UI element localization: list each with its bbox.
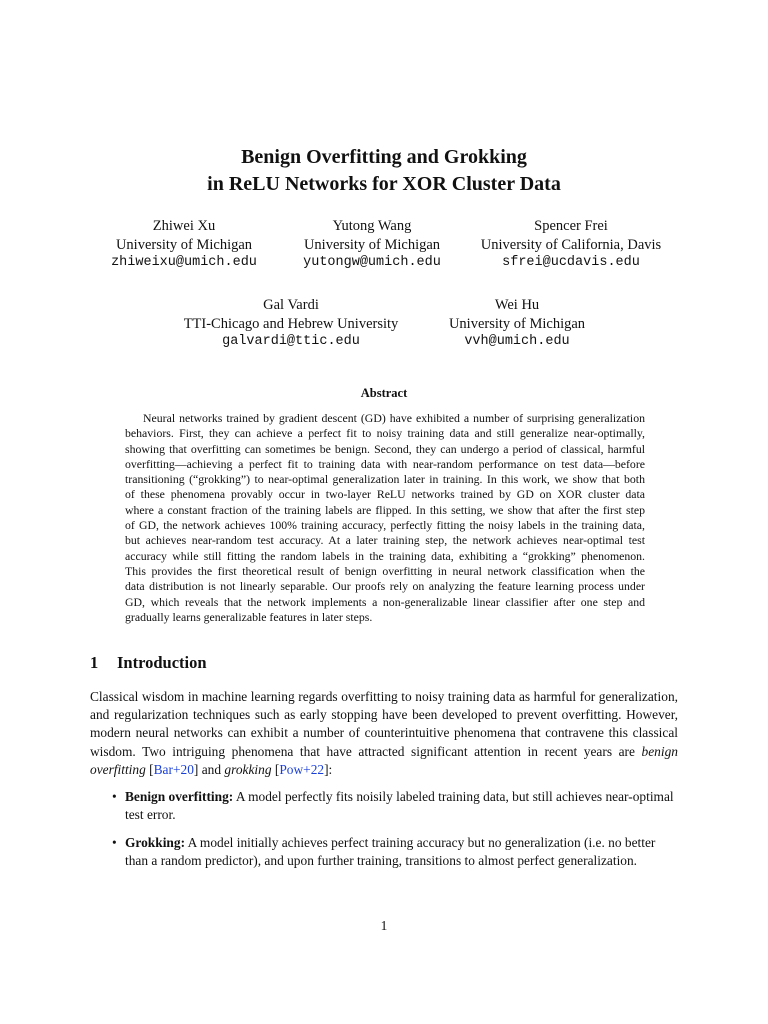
paper-title — [0, 144, 768, 198]
abstract-line: where a constant fraction of the training labels are flipped. In this setting, we show that after the first step — [125, 502, 645, 517]
section-title: Introduction — [117, 653, 207, 672]
intro-paragraph — [90, 688, 678, 779]
abstract-line: of these phenomena provably occur in two-layer ReLU networks trained by GD on XOR cluster data — [125, 487, 645, 502]
bullet-term: Benign overfitting: — [125, 789, 234, 804]
abstract-line: overfitting—achieving a perfect fit to training data with near-random performance on test data—before — [125, 456, 645, 471]
paragraph-line — [90, 743, 678, 761]
paragraph-line: modern neural networks can exhibit a number of counterintuitive phenomena that contravene this classical — [90, 725, 678, 741]
author-name: Yutong Wang — [332, 218, 412, 234]
citation-link-bar20[interactable]: Bar+20 — [153, 761, 194, 777]
page-number: 1 — [380, 918, 388, 933]
bullet-term: Grokking: — [125, 835, 186, 850]
abstract-line: but achieves near-random test accuracy. At a later training step, the network achieves near-optimal test — [125, 533, 645, 548]
author-affiliation: University of Michigan — [303, 236, 441, 253]
author-name: Gal Vardi — [263, 297, 319, 313]
author-email: galvardi@ttic.edu — [222, 334, 360, 349]
author-name: Wei Hu — [494, 297, 540, 313]
abstract-line: gradually learns generalizable features in later steps. — [125, 609, 373, 624]
bullet-text: A model perfectly fits noisily labeled training data, but still achieves near-optimal — [235, 789, 674, 804]
list-item-line — [125, 834, 678, 852]
abstract-body — [125, 411, 645, 625]
paragraph-text: and — [201, 761, 222, 777]
list-item-text — [125, 834, 678, 870]
title-line-2: in ReLU Networks for XOR Cluster Data — [207, 173, 561, 195]
author-affiliation: TTI-Chicago and Hebrew University — [183, 315, 399, 332]
abstract-line: showing that overfitting can sometimes be benign. Second, they can undergo a period of classical, harmful — [125, 441, 645, 456]
author-affiliation: University of Michigan — [448, 315, 586, 332]
abstract-heading: Abstract — [360, 386, 408, 400]
abstract-line: GD, which reveals that the network implements a non-generalizable linear classifier after one step and — [125, 594, 645, 609]
author-email: sfrei@ucdavis.edu — [502, 255, 640, 270]
list-item-line: than a random predictor), and upon further training, transitions to almost perfect generalization. — [125, 853, 638, 869]
abstract-line: transitioning (“grokking”) to near-optimal generalization later in training. In this work, we show that both — [125, 472, 645, 487]
paragraph-line: overfitting [Bar+20] and grokking [Pow+22]: — [90, 761, 333, 777]
list-item — [112, 788, 678, 824]
citation-link-pow22[interactable]: Pow+22 — [279, 761, 325, 777]
author-block — [175, 296, 407, 352]
abstract-line: Neural networks trained by gradient descent (GD) have exhibited a number of surprising generalization — [143, 411, 645, 425]
author-block — [438, 296, 596, 352]
author-affiliation: University of California, Davis — [480, 236, 662, 253]
abstract-line: This provides the first theoretical result of benign overfitting in neural network classification when the — [125, 563, 645, 578]
paragraph-text: wisdom. Two intriguing phenomena that have attracted significant attention in recent years are — [90, 743, 635, 759]
title-line-1: Benign Overfitting and Grokking — [241, 146, 527, 168]
author-block — [474, 217, 668, 273]
paragraph-line: and regularization techniques such as early stopping have been developed to prevent overfitting. However, — [90, 707, 678, 723]
list-item-line — [125, 788, 678, 806]
abstract-line: accuracy while still fitting the random labels in the training data, exhibiting a “grokking” phenomenon. — [125, 548, 645, 563]
author-affiliation: University of Michigan — [115, 236, 253, 253]
paragraph-line: Classical wisdom in machine learning regards overfitting to noisy training data as harmful for generalization, — [90, 689, 678, 704]
bullet-icon: • — [112, 789, 117, 804]
list-item — [112, 834, 678, 870]
abstract-line: data distribution is not linearly separable. Our proofs rely on analyzing the feature learning process under — [125, 579, 645, 594]
author-block — [103, 217, 265, 273]
author-email: zhiweixu@umich.edu — [111, 255, 257, 270]
emphasis-overfitting: overfitting — [90, 761, 146, 777]
author-email: vvh@umich.edu — [464, 334, 570, 349]
section-number: 1 — [90, 653, 99, 672]
list-item-line: test error. — [125, 807, 176, 823]
bullet-icon: • — [112, 835, 117, 850]
list-item-text — [125, 788, 678, 824]
section-heading — [90, 653, 207, 673]
author-block — [292, 217, 452, 273]
author-email: yutongw@umich.edu — [303, 255, 441, 270]
emphasis-grokking: grokking — [224, 761, 272, 777]
author-name: Spencer Frei — [534, 218, 608, 234]
author-name: Zhiwei Xu — [152, 218, 216, 234]
abstract-line: of GD, the network achieves 100% training accuracy, perfectly fitting the noisy labels in the training data, — [125, 518, 645, 533]
abstract-line: behaviors. First, they can achieve a perfect fit to noisy training data and still generalize near-optimally, — [125, 426, 645, 441]
bullet-text: A model initially achieves perfect training accuracy but no generalization (i.e. no better — [187, 835, 656, 850]
emphasis-benign: benign — [641, 743, 678, 759]
